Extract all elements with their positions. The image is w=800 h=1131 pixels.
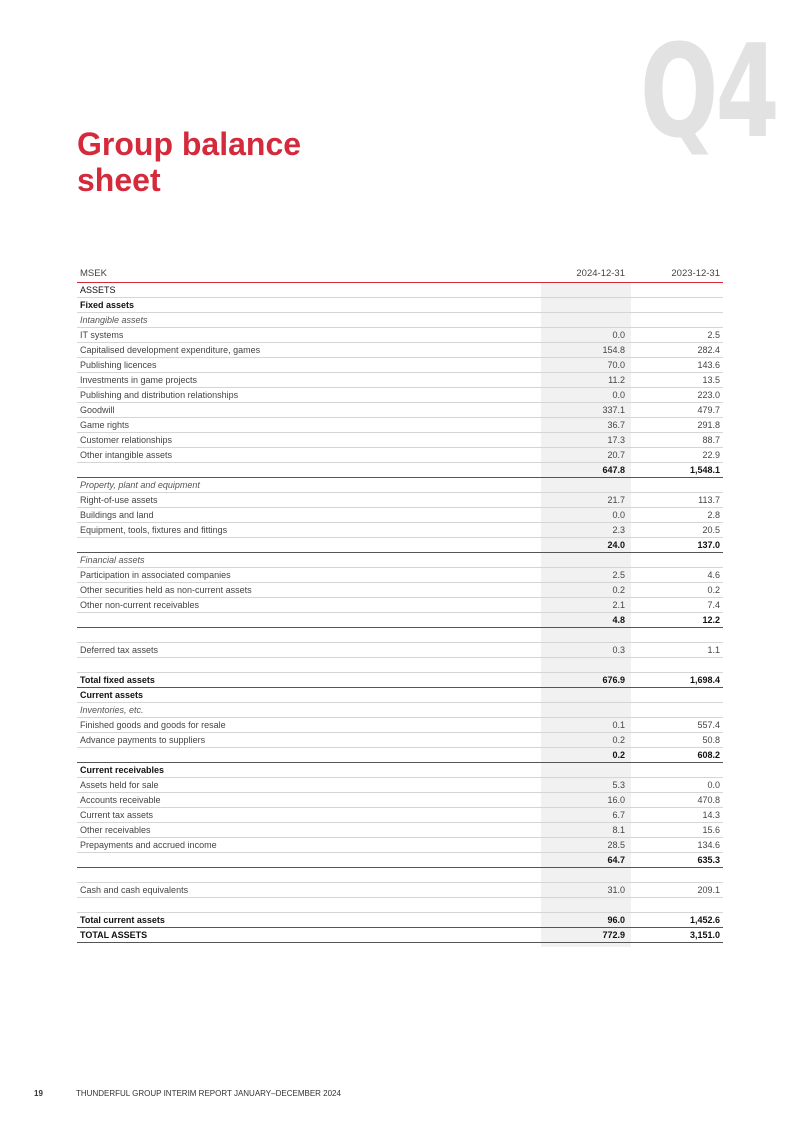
row-label: Other non-current receivables bbox=[80, 600, 200, 610]
value-2023: 1,698.4 bbox=[689, 675, 720, 685]
value-2023: 282.4 bbox=[697, 345, 720, 355]
page-title: Group balance sheet bbox=[77, 126, 302, 198]
value-2023: 608.2 bbox=[697, 750, 720, 760]
page-footer bbox=[34, 1089, 341, 1098]
value-2024: 772.9 bbox=[602, 930, 625, 940]
table-row bbox=[77, 403, 723, 418]
row-label: Assets held for sale bbox=[80, 780, 159, 790]
value-2023: 223.0 bbox=[697, 390, 720, 400]
value-2023: 2.5 bbox=[707, 330, 720, 340]
row-label: Inventories, etc. bbox=[80, 705, 144, 715]
value-2024: 11.2 bbox=[608, 375, 625, 385]
value-2024: 17.3 bbox=[607, 435, 625, 445]
row-label: Fixed assets bbox=[80, 300, 135, 310]
table-row bbox=[77, 883, 723, 898]
row-label: Current tax assets bbox=[80, 810, 154, 820]
value-2023: 2.8 bbox=[707, 510, 720, 520]
row-label: TOTAL ASSETS bbox=[80, 930, 148, 940]
value-2024: 647.8 bbox=[602, 465, 625, 475]
table-row bbox=[77, 493, 723, 508]
table-row bbox=[77, 568, 723, 583]
table-row bbox=[77, 733, 723, 748]
value-2024: 0.2 bbox=[612, 735, 625, 745]
table-header bbox=[77, 264, 723, 283]
value-2024: 24.0 bbox=[607, 540, 625, 550]
table-row bbox=[77, 553, 723, 568]
row-label: Investments in game projects bbox=[80, 375, 198, 385]
value-2024: 96.0 bbox=[607, 915, 625, 925]
value-2023: 0.0 bbox=[707, 780, 720, 790]
header-unit-label: MSEK bbox=[80, 267, 107, 279]
row-label: Participation in associated companies bbox=[80, 570, 231, 580]
table-row bbox=[77, 508, 723, 523]
value-2024: 0.0 bbox=[612, 390, 625, 400]
header-col-2023: 2023-12-31 bbox=[671, 267, 720, 279]
value-2024: 6.7 bbox=[612, 810, 625, 820]
row-label: ASSETS bbox=[80, 285, 116, 295]
row-label: Right-of-use assets bbox=[80, 495, 158, 505]
row-label: Intangible assets bbox=[80, 315, 148, 325]
value-2023: 1,452.6 bbox=[689, 915, 720, 925]
table-row bbox=[77, 718, 723, 733]
value-2024: 4.8 bbox=[612, 615, 625, 625]
value-2023: 1,548.1 bbox=[689, 465, 720, 475]
row-label: Total fixed assets bbox=[80, 675, 155, 685]
row-label: Other receivables bbox=[80, 825, 151, 835]
value-2024: 70.0 bbox=[607, 360, 625, 370]
value-2023: 209.1 bbox=[697, 885, 720, 895]
value-2023: 291.8 bbox=[697, 420, 720, 430]
value-2024: 0.0 bbox=[612, 510, 625, 520]
value-2024: 64.7 bbox=[607, 855, 625, 865]
table-row bbox=[77, 868, 723, 883]
value-2024: 0.0 bbox=[612, 330, 625, 340]
row-label: Total current assets bbox=[80, 915, 165, 925]
row-label: Buildings and land bbox=[80, 510, 154, 520]
row-label: Current receivables bbox=[80, 765, 165, 775]
value-2024: 2.1 bbox=[612, 600, 625, 610]
table-row bbox=[77, 688, 723, 703]
table-row bbox=[77, 658, 723, 673]
value-2024: 0.2 bbox=[612, 750, 625, 760]
subtotal-row bbox=[77, 463, 723, 478]
quarter-watermark: Q4 bbox=[640, 18, 777, 167]
row-label: Cash and cash equivalents bbox=[80, 885, 189, 895]
value-2023: 3,151.0 bbox=[689, 930, 720, 940]
value-2023: 0.2 bbox=[707, 585, 720, 595]
value-2023: 15.6 bbox=[702, 825, 720, 835]
value-2024: 154.8 bbox=[602, 345, 625, 355]
table-body bbox=[77, 283, 723, 943]
row-label: IT systems bbox=[80, 330, 124, 340]
value-2024: 8.1 bbox=[612, 825, 625, 835]
row-label: Equipment, tools, fixtures and fittings bbox=[80, 525, 228, 535]
value-2023: 14.3 bbox=[702, 810, 720, 820]
subtotal-row bbox=[77, 748, 723, 763]
row-label: Other securities held as non-current assets bbox=[80, 585, 252, 595]
balance-sheet-table bbox=[77, 264, 723, 943]
value-2023: 12.2 bbox=[702, 615, 720, 625]
table-row bbox=[77, 433, 723, 448]
value-2023: 13.5 bbox=[702, 375, 720, 385]
table-row bbox=[77, 793, 723, 808]
value-2023: 88.7 bbox=[702, 435, 720, 445]
footer-text: THUNDERFUL GROUP INTERIM REPORT JANUARY–DECEMBER 2024 bbox=[76, 1089, 341, 1098]
row-label: Finished goods and goods for resale bbox=[80, 720, 226, 730]
table-row bbox=[77, 628, 723, 643]
value-2024: 676.9 bbox=[602, 675, 625, 685]
row-label: Financial assets bbox=[80, 555, 145, 565]
row-label: Advance payments to suppliers bbox=[80, 735, 206, 745]
value-2024: 20.7 bbox=[607, 450, 625, 460]
table-row bbox=[77, 478, 723, 493]
row-label: Accounts receivable bbox=[80, 795, 161, 805]
value-2024: 2.3 bbox=[612, 525, 625, 535]
total-row bbox=[77, 913, 723, 928]
row-label: Current assets bbox=[80, 690, 144, 700]
value-2023: 557.4 bbox=[697, 720, 720, 730]
value-2023: 479.7 bbox=[697, 405, 720, 415]
row-label: Publishing licences bbox=[80, 360, 157, 370]
value-2023: 7.4 bbox=[707, 600, 720, 610]
value-2024: 21.7 bbox=[607, 495, 625, 505]
subtotal-row bbox=[77, 538, 723, 553]
value-2024: 28.5 bbox=[607, 840, 625, 850]
value-2024: 16.0 bbox=[607, 795, 625, 805]
table-row bbox=[77, 643, 723, 658]
row-label: Capitalised development expenditure, games bbox=[80, 345, 261, 355]
table-row bbox=[77, 598, 723, 613]
total-row bbox=[77, 673, 723, 688]
row-label: Prepayments and accrued income bbox=[80, 840, 217, 850]
total-row bbox=[77, 928, 723, 943]
value-2023: 1.1 bbox=[707, 645, 720, 655]
value-2023: 143.6 bbox=[697, 360, 720, 370]
page-number: 19 bbox=[34, 1089, 43, 1098]
row-label: Customer relationships bbox=[80, 435, 173, 445]
value-2023: 137.0 bbox=[697, 540, 720, 550]
table-row bbox=[77, 898, 723, 913]
table-row bbox=[77, 763, 723, 778]
subtotal-row bbox=[77, 853, 723, 868]
value-2023: 22.9 bbox=[702, 450, 720, 460]
row-label: Other intangible assets bbox=[80, 450, 173, 460]
value-2024: 36.7 bbox=[607, 420, 625, 430]
value-2023: 20.5 bbox=[702, 525, 720, 535]
row-label: Game rights bbox=[80, 420, 130, 430]
value-2024: 0.3 bbox=[612, 645, 625, 655]
table-row bbox=[77, 838, 723, 853]
subtotal-row bbox=[77, 613, 723, 628]
row-label: Property, plant and equipment bbox=[80, 480, 200, 490]
value-2023: 113.7 bbox=[698, 495, 720, 505]
table-row bbox=[77, 328, 723, 343]
row-label: Publishing and distribution relationships bbox=[80, 390, 239, 400]
table-row bbox=[77, 703, 723, 718]
table-row bbox=[77, 448, 723, 463]
value-2023: 50.8 bbox=[702, 735, 720, 745]
table-row bbox=[77, 343, 723, 358]
table-row bbox=[77, 583, 723, 598]
table-row bbox=[77, 823, 723, 838]
value-2024: 337.1 bbox=[602, 405, 625, 415]
row-label: Goodwill bbox=[80, 405, 115, 415]
value-2023: 470.8 bbox=[697, 795, 720, 805]
table-row bbox=[77, 523, 723, 538]
value-2023: 134.6 bbox=[697, 840, 720, 850]
header-col-2024: 2024-12-31 bbox=[576, 267, 625, 279]
table-row bbox=[77, 808, 723, 823]
table-row bbox=[77, 388, 723, 403]
table-row bbox=[77, 283, 723, 298]
value-2024: 5.3 bbox=[612, 780, 625, 790]
value-2023: 635.3 bbox=[697, 855, 720, 865]
value-2024: 2.5 bbox=[612, 570, 625, 580]
table-row bbox=[77, 298, 723, 313]
value-2024: 0.1 bbox=[612, 720, 625, 730]
value-2024: 31.0 bbox=[607, 885, 625, 895]
row-label: Deferred tax assets bbox=[80, 645, 159, 655]
value-2024: 0.2 bbox=[612, 585, 625, 595]
table-row bbox=[77, 418, 723, 433]
value-2023: 4.6 bbox=[707, 570, 720, 580]
table-row bbox=[77, 778, 723, 793]
table-row bbox=[77, 313, 723, 328]
table-row bbox=[77, 358, 723, 373]
table-row bbox=[77, 373, 723, 388]
